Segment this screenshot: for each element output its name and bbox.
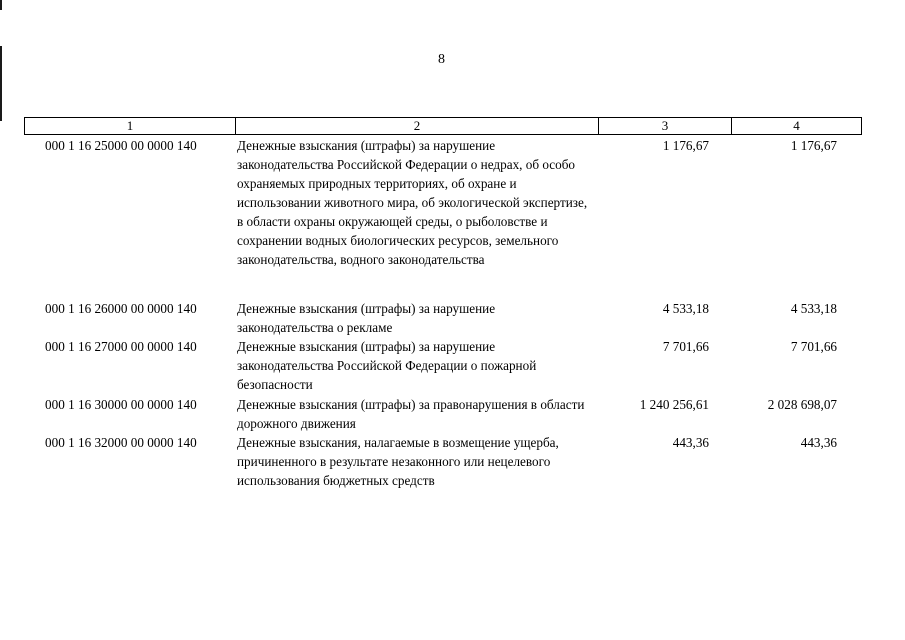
row-description: Денежные взыскания, налагаемые в возмещение ущерба, причиненного в результате незаконного или нецелевого использования бюджетных средств <box>237 435 559 488</box>
row-code: 000 1 16 25000 00 0000 140 <box>45 138 197 153</box>
scan-edge-mid <box>0 46 2 121</box>
table-row <box>24 433 862 490</box>
row-amount-col3: 443,36 <box>672 435 709 450</box>
header-col-4: 4 <box>793 118 800 133</box>
row-code: 000 1 16 26000 00 0000 140 <box>45 301 197 316</box>
row-code: 000 1 16 30000 00 0000 140 <box>45 397 197 412</box>
row-description: Денежные взыскания (штрафы) за нарушение законодательства Российской Федерации о пожарной безопасности <box>237 339 537 392</box>
row-amount-col3: 1 240 256,61 <box>639 397 709 412</box>
row-description: Денежные взыскания (штрафы) за нарушение законодательства Российской Федерации о недрах, об особо охраняемых природных территориях, об охране и использовании животного мира, об экологической экспертизе, в области охраны окружающей среды, о рыболовстве и сохранении водных биологических ресурсов, земельного законодательства, водного законодательства <box>237 138 588 267</box>
row-amount-col4: 1 176,67 <box>790 138 837 153</box>
row-description: Денежные взыскания (штрафы) за правонарушения в области дорожного движения <box>237 397 585 431</box>
row-amount-col4: 2 028 698,07 <box>767 397 837 412</box>
table-row <box>24 136 862 296</box>
row-amount-col4: 443,36 <box>800 435 837 450</box>
row-code: 000 1 16 27000 00 0000 140 <box>45 339 197 354</box>
header-col-2: 2 <box>413 118 421 133</box>
row-code: 000 1 16 32000 00 0000 140 <box>45 435 197 450</box>
row-amount-col4: 7 701,66 <box>790 339 837 354</box>
row-amount-col3: 1 176,67 <box>662 138 709 153</box>
header-col-3: 3 <box>661 118 669 133</box>
row-amount-col3: 7 701,66 <box>662 339 709 354</box>
table-row <box>24 395 862 433</box>
header-col-1: 1 <box>126 118 134 133</box>
table-row <box>24 337 862 394</box>
page-number: 8 <box>438 52 445 67</box>
table-header-row <box>24 117 862 135</box>
scan-edge-top <box>0 0 2 10</box>
row-amount-col3: 4 533,18 <box>662 301 709 316</box>
row-amount-col4: 4 533,18 <box>790 301 837 316</box>
row-description: Денежные взыскания (штрафы) за нарушение законодательства о рекламе <box>237 301 496 335</box>
table-row <box>24 299 862 337</box>
